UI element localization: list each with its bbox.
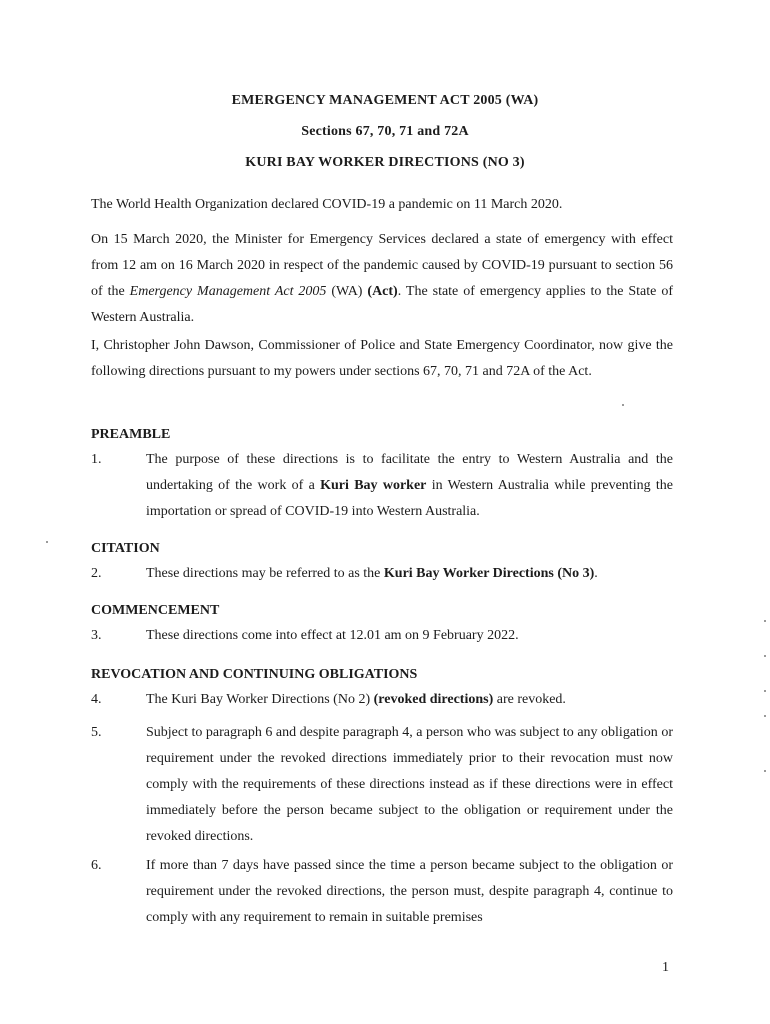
citation-text-a: These directions may be referred to as the: [146, 566, 384, 581]
revoked-directions-term: (revoked directions): [373, 692, 494, 707]
intro-p2-text-a: On 15 March 2020, the Minister for Emergency Services declared a state of emergency with effect from 12 am on 16 March 2020 in respect of the pandemic caused by COVID-19 pursuant to section 56 of the: [91, 232, 673, 299]
act-defined-term: (Act): [367, 284, 398, 299]
commencement-heading: COMMENCEMENT: [91, 603, 220, 618]
item-number-5: 5.: [91, 725, 102, 740]
scan-speck: [622, 404, 624, 406]
item-number-4: 4.: [91, 692, 102, 707]
scan-speck: [764, 655, 766, 657]
revocation-item-6-text: If more than 7 days have passed since the time a person became subject to the obligation or requirement under the revoked directions, the person must, despite paragraph 4, continue to comply with any requirement to remain in suitable premises: [146, 858, 673, 925]
revocation-heading: REVOCATION AND CONTINUING OBLIGATIONS: [91, 667, 418, 682]
intro-p2-text-b: (WA): [326, 284, 368, 299]
citation-name: Kuri Bay Worker Directions (No 3): [383, 566, 595, 581]
scan-speck: [764, 620, 766, 622]
scan-speck: [764, 715, 766, 717]
act-title: EMERGENCY MANAGEMENT ACT 2005 (WA): [231, 93, 539, 108]
act-name-italic: Emergency Management Act 2005: [129, 284, 327, 299]
intro-p2-text-c: . The state of emergency applies to the State of Western Australia.: [91, 284, 673, 325]
directions-title: KURI BAY WORKER DIRECTIONS (NO 3): [245, 155, 525, 170]
item-number-3: 3.: [91, 628, 102, 643]
intro-paragraph-1: The World Health Organization declared COVID-19 a pandemic on 11 March 2020.: [91, 197, 563, 212]
commencement-item-text: These directions come into effect at 12.01 am on 9 February 2022.: [146, 628, 519, 643]
revocation-item-5-text: Subject to paragraph 6 and despite paragraph 4, a person who was subject to any obligation or requirement under the revoked directions immediately prior to their revocation must now comply with the requirements of these directions instead as if these directions were in effect immediately before the person became subject to the obligation or requirement under the revoked directions.: [146, 725, 673, 844]
page-number: 1: [662, 960, 669, 975]
citation-item-text: [146, 561, 673, 587]
citation-text-b: .: [594, 566, 598, 581]
citation-heading: CITATION: [91, 541, 160, 556]
item-number-1: 1.: [91, 452, 102, 467]
preamble-heading: PREAMBLE: [91, 427, 171, 442]
item4-text-a: The Kuri Bay Worker Directions (No 2): [146, 692, 374, 707]
item4-text-b: are revoked.: [493, 692, 566, 707]
scan-speck: [46, 541, 48, 543]
preamble-text-a: The purpose of these directions is to facilitate the entry to Western Australia and the undertaking of the work of a: [146, 452, 673, 493]
kuri-bay-worker-term: Kuri Bay worker: [320, 478, 427, 493]
preamble-item-text: [146, 447, 673, 525]
sections-title: Sections 67, 70, 71 and 72A: [301, 124, 469, 139]
intro-paragraph-3: I, Christopher John Dawson, Commissioner of Police and State Emergency Coordinator, now give the following directions pursuant to my powers under sections 67, 70, 71 and 72A of the Act.: [91, 338, 673, 379]
item-number-6: 6.: [91, 858, 102, 873]
scan-speck: [764, 770, 766, 772]
scan-speck: [764, 690, 766, 692]
revocation-item-4-text: [146, 687, 673, 713]
intro-paragraph-2: [91, 227, 673, 331]
item-number-2: 2.: [91, 566, 102, 581]
preamble-text-b: in Western Australia while preventing the importation or spread of COVID-19 into Western Australia.: [146, 478, 673, 519]
